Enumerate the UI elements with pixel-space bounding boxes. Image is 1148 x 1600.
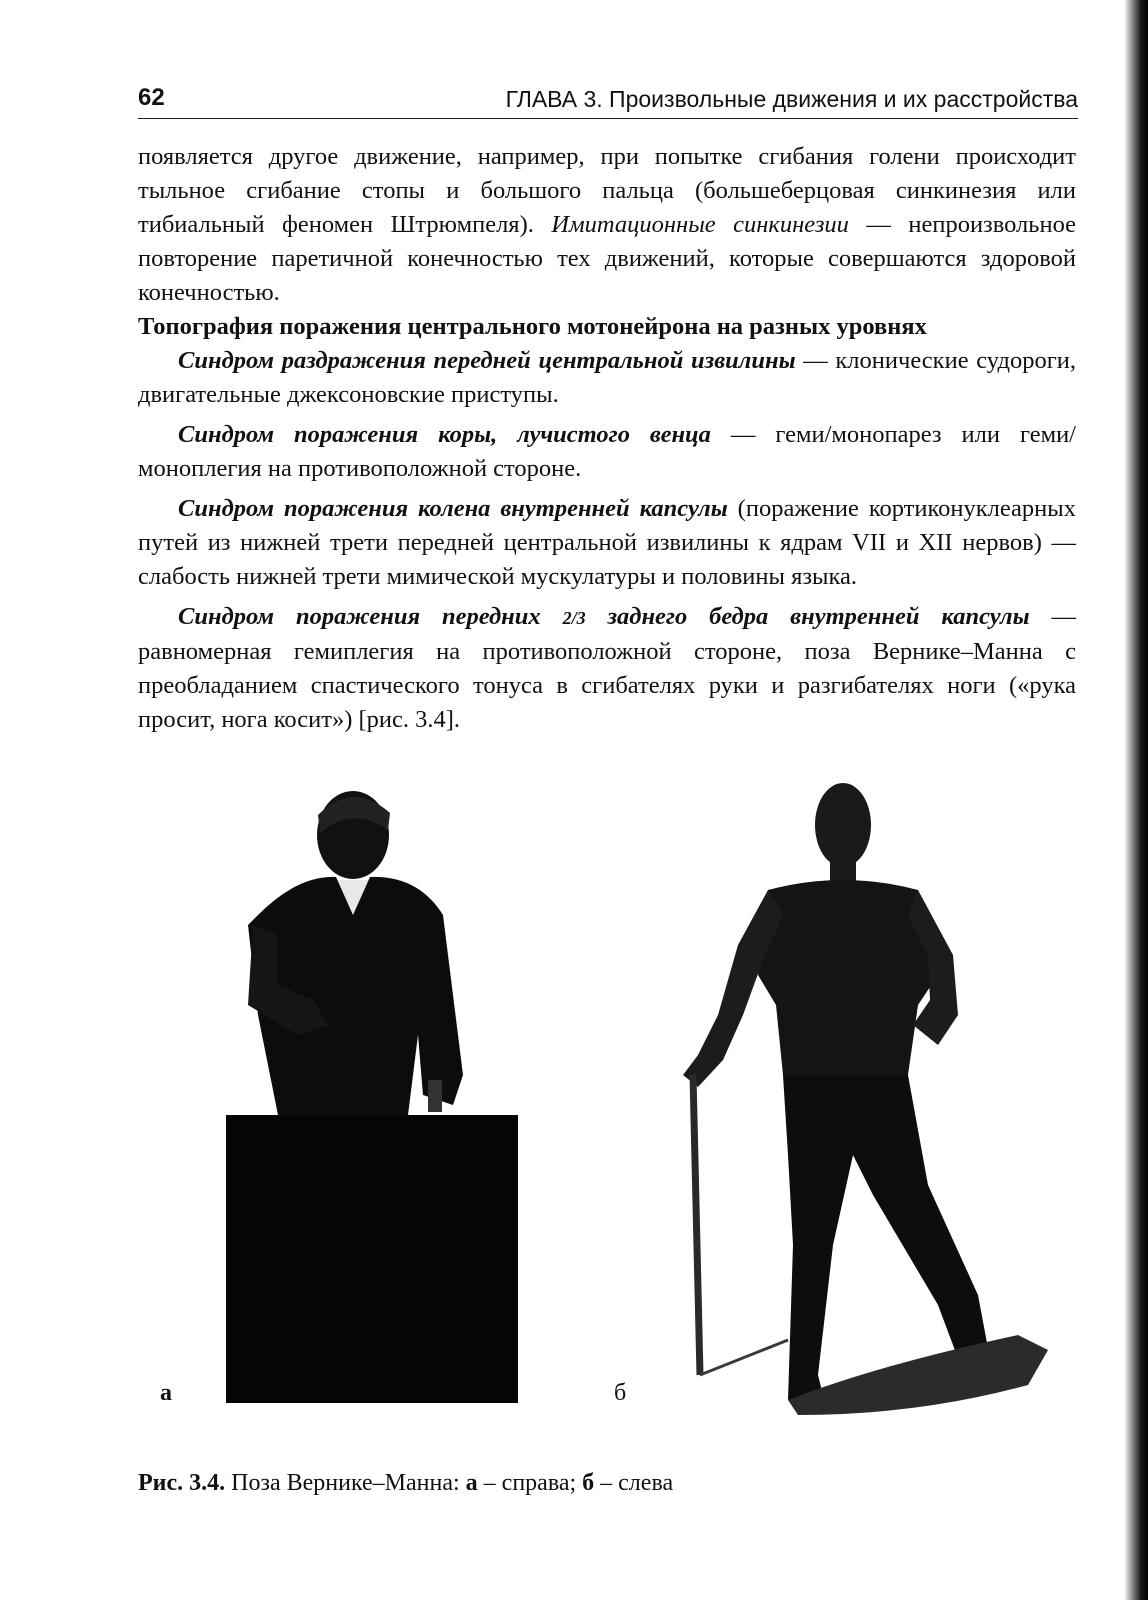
photo-a-patient-right — [218, 775, 538, 1425]
figure-label-a: а — [160, 1380, 172, 1406]
photo-b-patient-left — [638, 775, 1058, 1430]
syndrome-paragraph: Синдром поражения коры, лучистого венца — геми/монопарез или геми/моноплегия на противоположной стороне. — [138, 421, 1076, 482]
section-heading: Топография поражения центрального мотонейрона на разных уровнях — [138, 313, 927, 340]
figure-caption: Рис. 3.4. Поза Вернике–Манна: а – справа; б – слева — [138, 1470, 674, 1496]
figure-3-4 — [138, 775, 1078, 1435]
chapter-title: ГЛАВА 3. Произвольные движения и их расстройства — [505, 86, 1078, 112]
figure-label-b: б — [614, 1380, 627, 1406]
body-text — [138, 140, 1076, 737]
page-header — [138, 84, 1078, 119]
paragraph-1: появляется другое движение, например, при попытке сгибания голени происходит тыльное сгибание стопы и большого пальца (большеберцовая синкинезия или тибиальный феномен Штрюмпеля). Имитационные синкинезии — непроизвольное повторение паретичной конечностью тех движений, которые совершаются здоровой конечностью. — [138, 143, 1076, 306]
term-imitation-synkinesis: Имитационные синкинезии — [551, 211, 849, 238]
syndrome-paragraph: Синдром поражения передних 2/3 заднего бедра внутренней капсулы — равномерная гемиплегия на противоположной стороне, поза Вернике–Манна с преобладанием спастического тонуса в сгибателях руки и разгибателях ноги («рука просит, нога косит») [рис. 3.4]. — [138, 603, 1077, 733]
syndrome-paragraph: Синдром поражения колена внутренней капсулы (поражение кортиконуклеарных путей из нижней трети передней центральной извилины к ядрам VII и XII нервов) — слабость нижней трети мимической мускулатуры и половины языка. — [138, 495, 1076, 590]
page-edge-shadow — [1124, 0, 1148, 1600]
page-number: 62 — [138, 84, 165, 111]
fraction: 2/3 — [562, 608, 586, 628]
syndrome-paragraph: Синдром раздражения передней центральной извилины — клонические судороги, двигательные джексоновские приступы. — [138, 347, 1076, 408]
